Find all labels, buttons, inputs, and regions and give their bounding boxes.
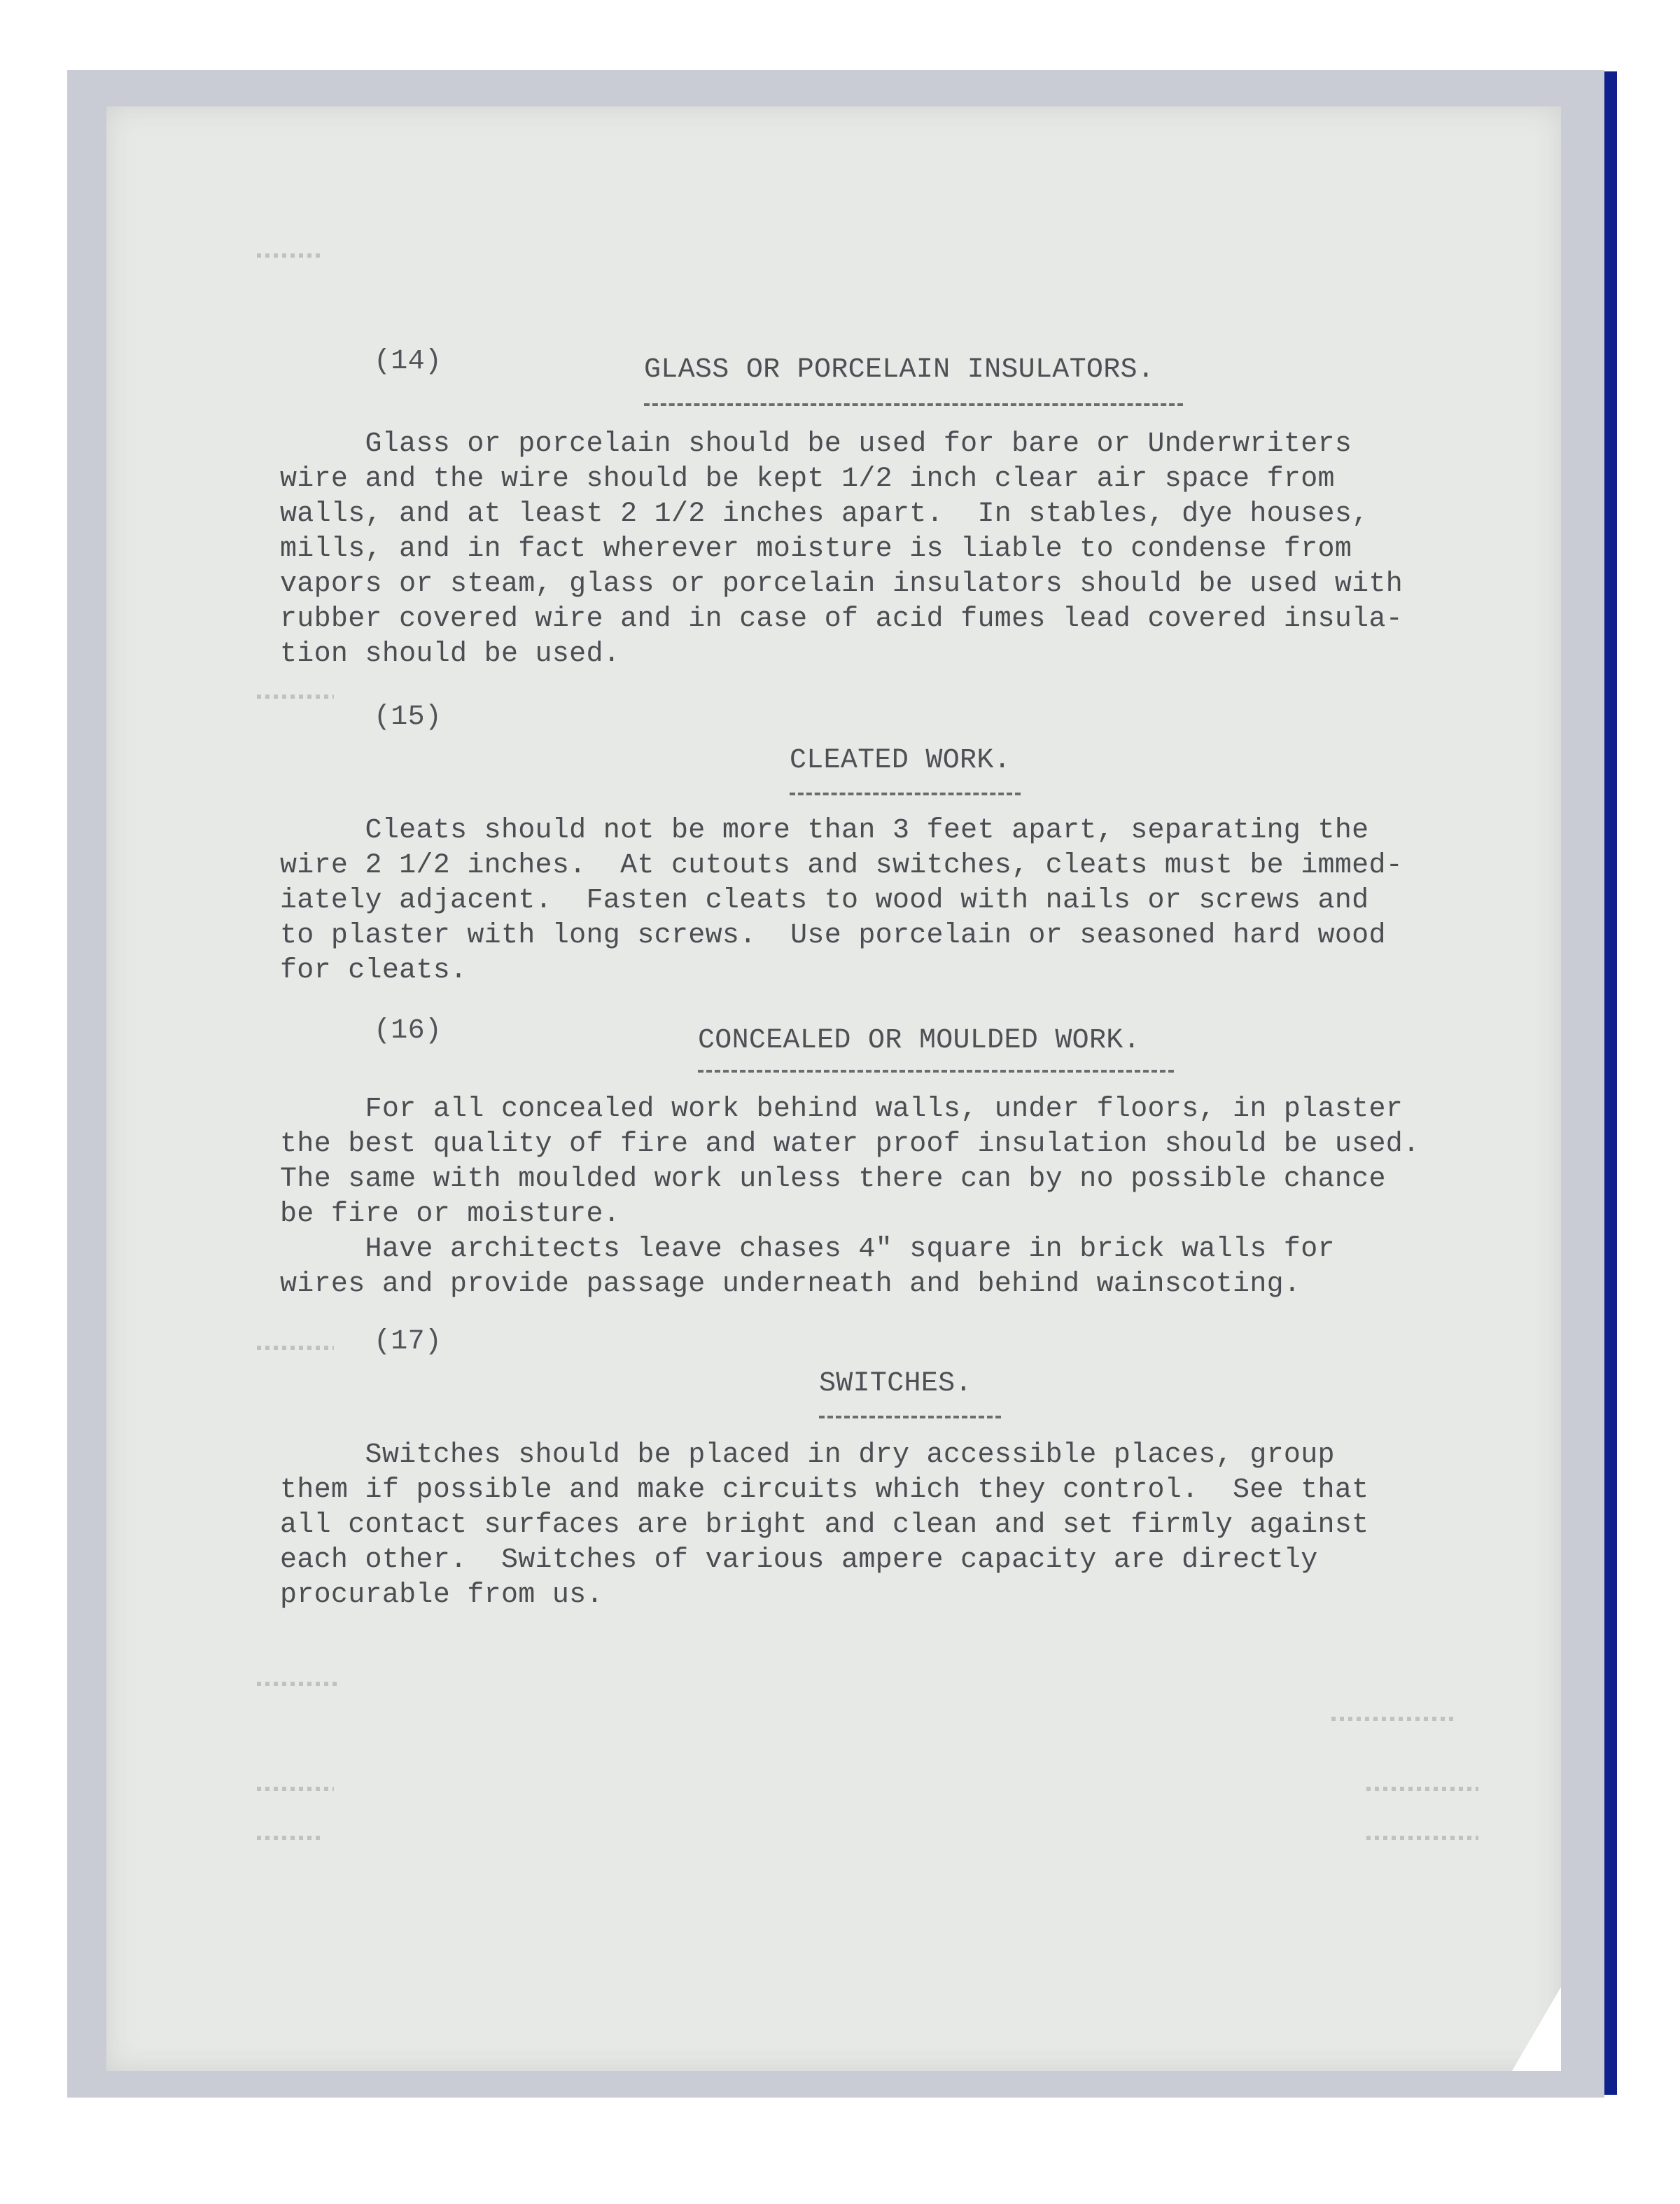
body-line: The same with moulded work unless there can by no possible chance <box>280 1164 1386 1195</box>
section-body <box>280 814 1403 989</box>
body-line: rubber covered wire and in case of acid fumes lead covered insula- <box>280 604 1404 635</box>
section-heading: GLASS OR PORCELAIN INSULATORS. <box>644 354 1155 386</box>
margin-smudge <box>257 1836 320 1840</box>
section-body <box>280 1092 1420 1302</box>
body-line: Cleats should not be more than 3 feet apart, separating the <box>280 815 1369 846</box>
section-heading: CONCEALED OR MOULDED WORK. <box>698 1025 1140 1056</box>
heading-underline <box>819 1416 1001 1418</box>
body-line: be fire or moisture. <box>280 1199 621 1230</box>
body-line: Have architects leave chases 4" square in brick walls for <box>280 1234 1335 1265</box>
margin-smudge <box>1331 1717 1457 1721</box>
body-line: wires and provide passage underneath and behind wainscoting. <box>280 1269 1301 1300</box>
margin-smudge <box>257 253 320 258</box>
body-line: Switches should be placed in dry accessible places, group <box>280 1439 1335 1471</box>
scan-backing-edge <box>1604 71 1617 2095</box>
heading-underline <box>644 403 1183 406</box>
body-line: for cleats. <box>280 955 468 986</box>
margin-smudge <box>257 695 334 699</box>
body-line: the best quality of fire and water proof insulation should be used. <box>280 1129 1420 1160</box>
body-line: tion should be used. <box>280 639 621 670</box>
section-body <box>280 427 1403 672</box>
body-line: procurable from us. <box>280 1579 603 1611</box>
body-line: iately adjacent. Fasten cleats to wood with nails or screws and <box>280 885 1369 916</box>
body-line: Glass or porcelain should be used for bare or Underwriters <box>280 428 1352 460</box>
section-number: (14) <box>374 346 442 377</box>
section-heading: CLEATED WORK. <box>790 745 1011 776</box>
document-page <box>106 106 1561 2071</box>
body-line: wire and the wire should be kept 1/2 inch clear air space from <box>280 463 1335 495</box>
body-line: mills, and in fact wherever moisture is liable to condense from <box>280 533 1352 565</box>
heading-underline <box>790 793 1021 795</box>
heading-underline <box>698 1070 1174 1073</box>
section-number: (16) <box>374 1015 442 1047</box>
body-line: them if possible and make circuits which they control. See that <box>280 1474 1369 1506</box>
body-line: vapors or steam, glass or porcelain insulators should be used with <box>280 569 1404 600</box>
margin-smudge <box>1366 1787 1478 1791</box>
body-line: For all concealed work behind walls, under floors, in plaster <box>280 1094 1404 1125</box>
section-body <box>280 1438 1368 1613</box>
section-number: (15) <box>374 702 442 733</box>
margin-smudge <box>1366 1836 1478 1840</box>
body-line: walls, and at least 2 1/2 inches apart. In stables, dye houses, <box>280 498 1369 530</box>
body-line: wire 2 1/2 inches. At cutouts and switches, cleats must be immed- <box>280 850 1404 881</box>
section-heading: SWITCHES. <box>819 1368 972 1400</box>
section-number: (17) <box>374 1326 442 1358</box>
body-line: all contact surfaces are bright and clean and set firmly against <box>280 1509 1369 1541</box>
body-line: to plaster with long screws. Use porcelain or seasoned hard wood <box>280 920 1386 951</box>
margin-smudge <box>257 1346 334 1350</box>
margin-smudge <box>257 1787 334 1791</box>
body-line: each other. Switches of various ampere capacity are directly <box>280 1544 1318 1576</box>
margin-smudge <box>257 1682 341 1686</box>
torn-corner <box>1512 1987 1561 2071</box>
